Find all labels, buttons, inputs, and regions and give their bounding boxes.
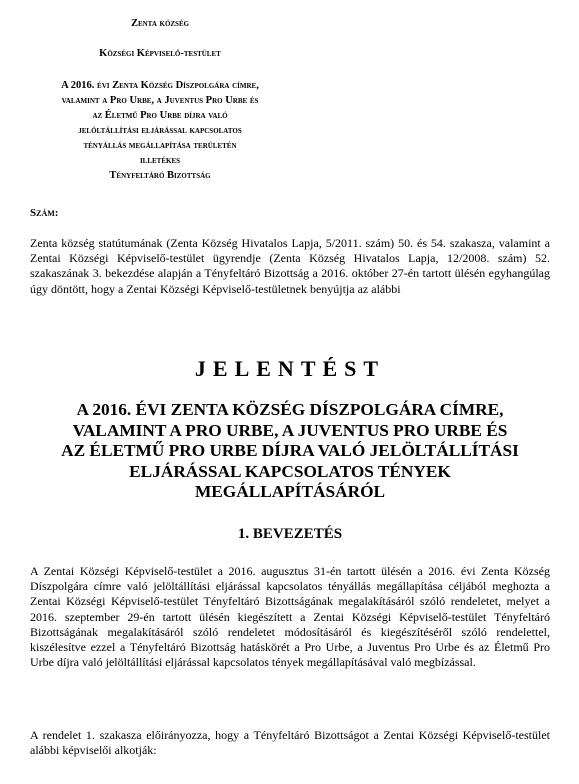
committee-title-line: valamint a Pro Urbe, a Juventus Pro Urbe és xyxy=(61,95,259,106)
assembly-name: Községi Képviselő-testület xyxy=(99,48,221,59)
committee-title-line: jelöltállítási eljárással kapcsolatos xyxy=(78,125,242,136)
municipality-name: Zenta község xyxy=(130,18,190,29)
report-subtitle-line: ELJÁRÁSSAL KAPCSOLATOS TÉNYEK xyxy=(129,461,451,481)
committee-title-line: A 2016. évi Zenta Község Díszpolgára címre, xyxy=(61,80,259,91)
committee-title-line: illetékes xyxy=(139,155,181,166)
report-subtitle-line: MEGÁLLAPÍTÁSÁRÓL xyxy=(194,482,386,501)
report-subtitle-line: A 2016. ÉVI ZENTA KÖZSÉG DÍSZPOLGÁRA CÍMRE, xyxy=(76,400,504,419)
section-paragraph: A rendelet 1. szakasza előirányozza, hogy a Tényfeltáró Bizottságot a Zentai Községi Képviselő-testület alábbi képviselői alkotják: xyxy=(30,728,550,758)
report-title: JELENTÉST xyxy=(194,356,386,381)
report-subtitle-line: AZ ÉLETMŰ PRO URBE DÍJRA VALÓ JELÖLTÁLLÍTÁSI xyxy=(61,441,519,460)
section-paragraph: A Zentai Községi Képviselő-testület a 2016. augusztus 31-én tartott ülésén a 2016. évi Zenta Község Díszpolgára címre való jelöltállítási eljárással kapcsolatos tényállás megállapítása céljából meghozta a Zentai Községi Képviselő-testület Tényfeltáró Bizottságának megalakításáról szóló rendeletet, melyet a 2016. szeptember 29-én tartott ülésén kiegészített a Zentai Községi Képviselő-testület Tényfeltáró Bizottságának megalakításáról szóló rendeletet módosításáról és kiegészítéséről szóló rendelettel, kiszélesítve ezzel a Tényfeltáró Bizottság hatáskörét a Pro Urbe, a Juventus Pro Urbe és az Életmű Pro Urbe díjra való jelöltállítási eljárással kapcsolatos tények megállapításával való megbízással. xyxy=(30,564,550,670)
committee-title-line: Tényfeltáró Bizottság xyxy=(109,170,211,181)
report-subtitle-line: VALAMINT A PRO URBE, A JUVENTUS PRO URBE ÉS xyxy=(72,420,508,440)
document-number-label: Szám: xyxy=(30,207,59,219)
committee-title-line: az Életmű Pro Urbe díjra való xyxy=(92,110,228,121)
intro-paragraph: Zenta község statútumának (Zenta Község Hivatalos Lapja, 5/2011. szám) 50. és 54. szakasza, valamint a Zentai Községi Képviselő-testület ügyrendje (Zenta Község Hivatalos Lapja, 12/2008. szám) 52. szakaszának 3. bekezdése alapján a Tényfeltáró Bizottság a 2016. október 27-én tartott ülésén egyhangúlag úgy döntött, hogy a Zentai Községi Képviselő-testületnek benyújtja az alábbi xyxy=(30,236,550,296)
report-subtitle xyxy=(30,400,550,503)
committee-title-line: tényállás megállapítása területén xyxy=(83,140,237,151)
section-heading: 1. BEVEZETÉS xyxy=(237,526,343,542)
